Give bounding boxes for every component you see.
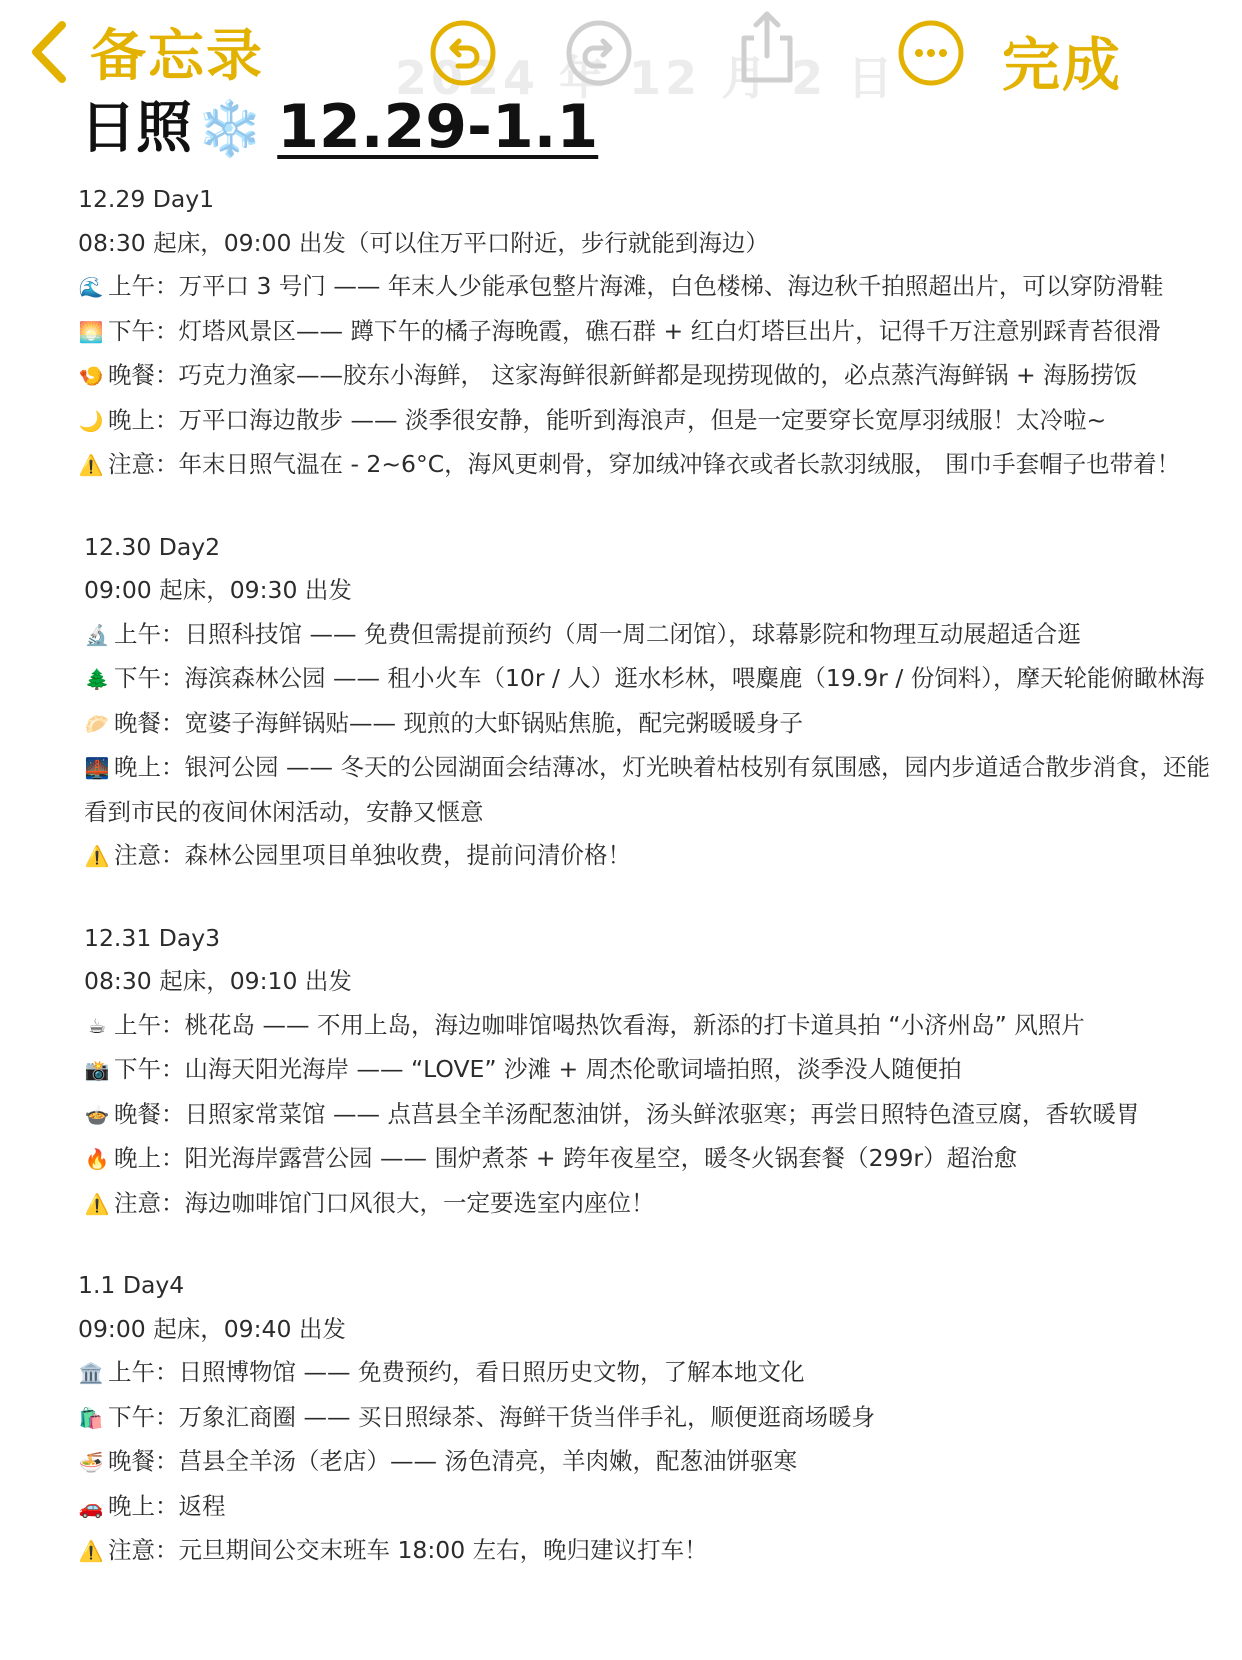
- faded-date-text: 2024 年 12 月 2 日: [395, 51, 898, 105]
- item-text: 下午：灯塔风景区—— 蹲下午的橘子海晚霞，礁石群 + 红白灯塔巨出片，记得千万注意别踩青苔很滑: [108, 316, 1161, 345]
- soup-pot-icon: 🍲: [84, 1102, 110, 1127]
- item-text: 注意：元旦期间公交末班车 18:00 左右，晚归建议打车！: [108, 1536, 708, 1564]
- item-text: 晚餐：日照家常菜馆 —— 点莒县全羊汤配葱油饼，汤头鲜浓驱寒；再尝日照特色渣豆腐，香软暖胃: [114, 1099, 1140, 1128]
- itinerary-item: [84, 1093, 1218, 1138]
- itinerary-item: [78, 443, 1218, 488]
- item-text: 晚餐：巧克力渔家——胶东小海鲜， 这家海鲜很新鲜都是现捞现做的，必点蒸汽海鲜锅 + 海肠捞饭: [108, 361, 1138, 389]
- more-icon[interactable]: [896, 18, 966, 88]
- item-text: 上午：日照科技馆 —— 免费但需提前预约（周一周二闭馆），球幕影院和物理互动展超适合逛: [114, 619, 1081, 648]
- museum-icon: 🏛️: [78, 1361, 104, 1385]
- day-schedule: 08:30 起床，09:00 出发（可以住万平口附近，步行就能到海边）: [78, 228, 769, 257]
- item-text: 下午：海滨森林公园 —— 租小火车（10r / 人）逛水杉林，喂麋鹿（19.9r / 份饲料），摩天轮能俯瞰林海: [114, 664, 1205, 692]
- sunset-icon: 🌅: [78, 319, 104, 344]
- back-button[interactable]: [26, 14, 264, 90]
- item-text: 注意：森林公园里项目单独收费，提前问清价格！: [114, 841, 631, 869]
- item-text: 上午：日照博物馆 —— 免费预约，看日照历史文物，了解本地文化: [108, 1358, 805, 1386]
- itinerary-item: [84, 1182, 1218, 1227]
- warning-icon: ⚠️: [78, 1539, 104, 1563]
- itinerary-item: [78, 1529, 1218, 1574]
- day-schedule: 09:00 起床，09:30 出发: [84, 576, 352, 604]
- day-schedule: 08:30 起床，09:10 出发: [84, 967, 352, 995]
- done-button[interactable]: 完成: [1001, 31, 1122, 99]
- bridge-at-night-icon: 🌉: [84, 756, 110, 780]
- itinerary-item: [84, 613, 1218, 658]
- day-header: 12.31 Day3: [84, 923, 221, 952]
- day-section: [78, 178, 1218, 488]
- item-text: 晚上：银河公园 —— 冬天的公园湖面会结薄冰，灯光映着枯枝别有氛围感，园内步道适合散步消食，还能看到市民的夜间休闲活动，安静又惬意: [84, 753, 1210, 826]
- dumpling-icon: 🥟: [84, 711, 110, 736]
- day-header: 12.30 Day2: [84, 532, 221, 561]
- item-text: 晚上：阳光海岸露营公园 —— 围炉煮茶 + 跨年夜星空，暖冬火锅套餐（299r）超治愈: [114, 1144, 1018, 1172]
- item-text: 晚餐：莒县全羊汤（老店）—— 汤色清亮，羊肉嫩，配葱油饼驱寒: [108, 1447, 797, 1475]
- title-place: 日照: [80, 96, 192, 161]
- itinerary-item: [84, 657, 1218, 702]
- title-dates: 12.29-1.1: [277, 92, 599, 162]
- moon-icon: 🌙: [78, 408, 104, 433]
- item-text: 上午：桃花岛 —— 不用上岛，海边咖啡馆喝热饮看海，新添的打卡道具拍 “小济州岛” 风照片: [114, 1010, 1085, 1039]
- tree-icon: 🌲: [84, 667, 110, 691]
- itinerary-item: [78, 399, 1218, 444]
- share-icon[interactable]: [732, 8, 802, 86]
- noodle-bowl-icon: 🍜: [78, 1450, 104, 1474]
- item-text: 下午：万象汇商圈 —— 买日照绿茶、海鲜干货当伴手礼，顺便逛商场暖身: [108, 1402, 875, 1431]
- itinerary-item: [84, 702, 1218, 747]
- itinerary-item: [78, 1440, 1218, 1485]
- day-header: 1.1 Day4: [78, 1271, 185, 1299]
- itinerary-item: [84, 746, 1218, 834]
- fire-icon: 🔥: [84, 1147, 110, 1171]
- item-text: 注意：年末日照气温在 - 2~6°C，海风更刺骨，穿加绒冲锋衣或者长款羽绒服， 围巾手套帽子也带着！: [108, 450, 1181, 478]
- item-text: 晚上：万平口海边散步 —— 淡季很安静，能听到海浪声，但是一定要穿长宽厚羽绒服！太冷啦~: [108, 405, 1107, 434]
- shrimp-icon: 🍤: [78, 364, 104, 388]
- note-body[interactable]: [78, 178, 1218, 1612]
- warning-icon: ⚠️: [78, 453, 104, 477]
- itinerary-item: [84, 1004, 1218, 1049]
- itinerary-item: [84, 1137, 1218, 1182]
- microscope-icon: 🔬: [84, 622, 110, 647]
- warning-icon: ⚠️: [84, 1191, 110, 1216]
- snowflake-icon: ❄️: [196, 97, 264, 160]
- redo-icon[interactable]: [564, 18, 634, 88]
- item-text: 上午：万平口 3 号门 —— 年末人少能承包整片海滩，白色楼梯、海边秋千拍照超出片，可以穿防滑鞋: [108, 272, 1164, 300]
- camera-icon: 📸: [84, 1058, 110, 1082]
- item-text: 下午：山海天阳光海岸 —— “LOVE” 沙滩 + 周杰伦歌词墙拍照，淡季没人随便拍: [114, 1055, 962, 1083]
- itinerary-item: [78, 310, 1218, 355]
- chevron-left-icon: [26, 19, 72, 85]
- itinerary-item: [84, 834, 1218, 879]
- item-text: 注意：海边咖啡馆门口风很大，一定要选室内座位！: [114, 1188, 655, 1217]
- warning-icon: ⚠️: [84, 844, 110, 868]
- back-label: 备忘录: [90, 24, 264, 89]
- wave-icon: 🌊: [78, 275, 104, 299]
- itinerary-item: [78, 1485, 1218, 1530]
- undo-icon[interactable]: [428, 18, 498, 88]
- coffee-icon: ☕: [88, 1013, 106, 1038]
- itinerary-item: [84, 1048, 1218, 1093]
- day-schedule: 09:00 起床，09:40 出发: [78, 1314, 346, 1343]
- item-text: 晚餐：宽婆子海鲜锅贴—— 现煎的大虾锅贴焦脆，配完粥暖暖身子: [114, 708, 803, 737]
- car-icon: 🚗: [78, 1494, 104, 1519]
- item-text: 晚上：返程: [108, 1491, 226, 1520]
- day-section: [78, 526, 1218, 879]
- itinerary-item: [78, 354, 1218, 399]
- itinerary-item: [78, 1351, 1218, 1396]
- note-title[interactable]: [80, 84, 598, 164]
- itinerary-item: [78, 1396, 1218, 1441]
- day-header: 12.29 Day1: [78, 185, 215, 213]
- day-section: [78, 1264, 1218, 1574]
- shopping-bags-icon: 🛍️: [78, 1405, 104, 1430]
- itinerary-item: [78, 265, 1218, 310]
- day-section: [78, 917, 1218, 1227]
